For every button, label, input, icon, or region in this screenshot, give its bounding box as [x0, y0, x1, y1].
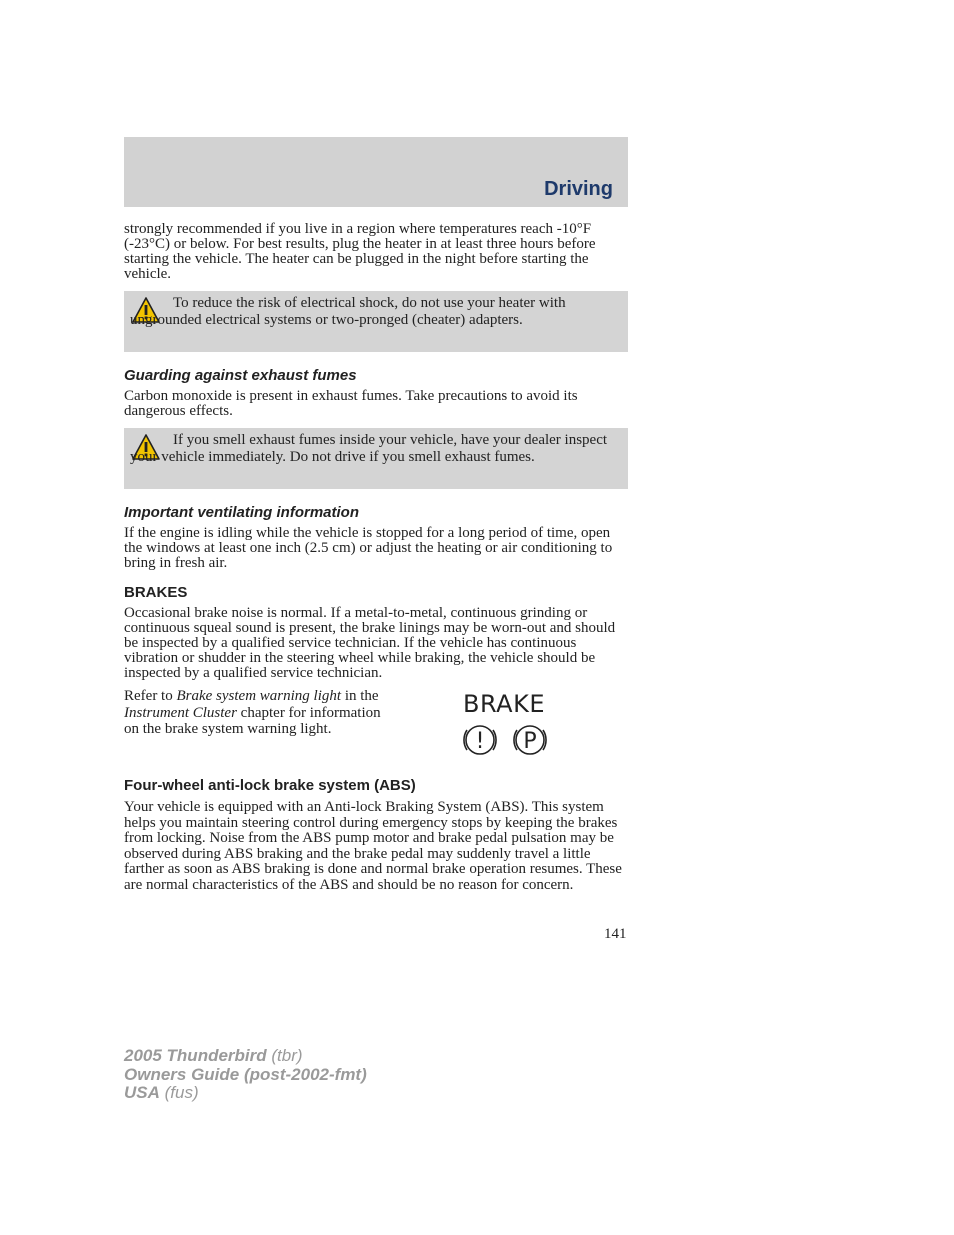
paragraph-refer: Refer to Brake system warning light in the Instrument Cluster chapter for information on the brake system warning light.: [124, 688, 381, 737]
brake-warning-label: BRAKE: [463, 690, 545, 718]
warning-box-electrical: [124, 291, 628, 352]
reference-instrument-cluster: Instrument Cluster: [124, 704, 237, 721]
svg-text:!: !: [475, 729, 485, 754]
warning-box-exhaust: [124, 428, 628, 489]
footer-line-guide: Owners Guide (post-2002-fmt): [124, 1064, 367, 1084]
paragraph-exhaust: Carbon monoxide is present in exhaust fumes. Take precautions to avoid its dangerous effects.: [124, 388, 578, 419]
page-number: 141: [604, 926, 627, 942]
parking-brake-icon: [514, 726, 546, 754]
heading-abs: Four-wheel anti-lock brake system (ABS): [124, 777, 416, 794]
heading-brakes: BRAKES: [124, 584, 188, 601]
brake-warning-symbols-icon: [458, 720, 554, 760]
warning-text-electrical: To reduce the risk of electrical shock, do not use your heater with ungrounded electrical systems or two-pronged (cheater) adapters.: [130, 295, 566, 328]
brake-exclamation-icon: [464, 726, 496, 754]
section-title: Driving: [544, 178, 613, 200]
document-footer: [124, 1047, 367, 1103]
heading-ventilating: Important ventilating information: [124, 504, 359, 521]
heading-exhaust-fumes: Guarding against exhaust fumes: [124, 367, 357, 384]
svg-text:P: P: [523, 729, 537, 754]
footer-line-region: USA (fus): [124, 1083, 199, 1102]
section-header-bar: [124, 137, 628, 207]
warning-text-exhaust: If you smell exhaust fumes inside your vehicle, have your dealer inspect your vehicle immediately. Do not drive if you smell exhaust fumes.: [130, 432, 608, 465]
paragraph-brakes: Occasional brake noise is normal. If a metal-to-metal, continuous grinding or continuous squeal sound is present, the brake linings may be worn-out and should be inspected by a qualified service technician. If the vehicle has continuous vibration or shudder in the steering wheel while braking, the vehicle should be inspected by a qualified service technician.: [124, 605, 616, 681]
reference-brake-warning-light: Brake system warning light: [176, 688, 342, 704]
paragraph-abs: Your vehicle is equipped with an Anti-lock Braking System (ABS). This system helps you maintain steering control during emergency stops by keeping the brakes from locking. Noise from the ABS pump motor and brake pedal pulsation may be observed during ABS braking and the brake pedal may suddenly travel a little farther as soon as ABS braking is done and normal brake operation resumes. These are normal characteristics of the ABS and should be no reason for concern.: [124, 799, 622, 893]
paragraph-ventilating: If the engine is idling while the vehicle is stopped for a long period of time, open the windows at least one inch (2.5 cm) or adjust the heating or air conditioning to bring in fresh air.: [124, 525, 613, 571]
intro-paragraph: strongly recommended if you live in a region where temperatures reach -10°F (-23°C) or below. For best results, plug the heater in at least three hours before starting the vehicle. The heater can be plugged in the night before starting the vehicle.: [124, 221, 596, 282]
footer-line-model: 2005 Thunderbird (tbr): [124, 1046, 303, 1065]
